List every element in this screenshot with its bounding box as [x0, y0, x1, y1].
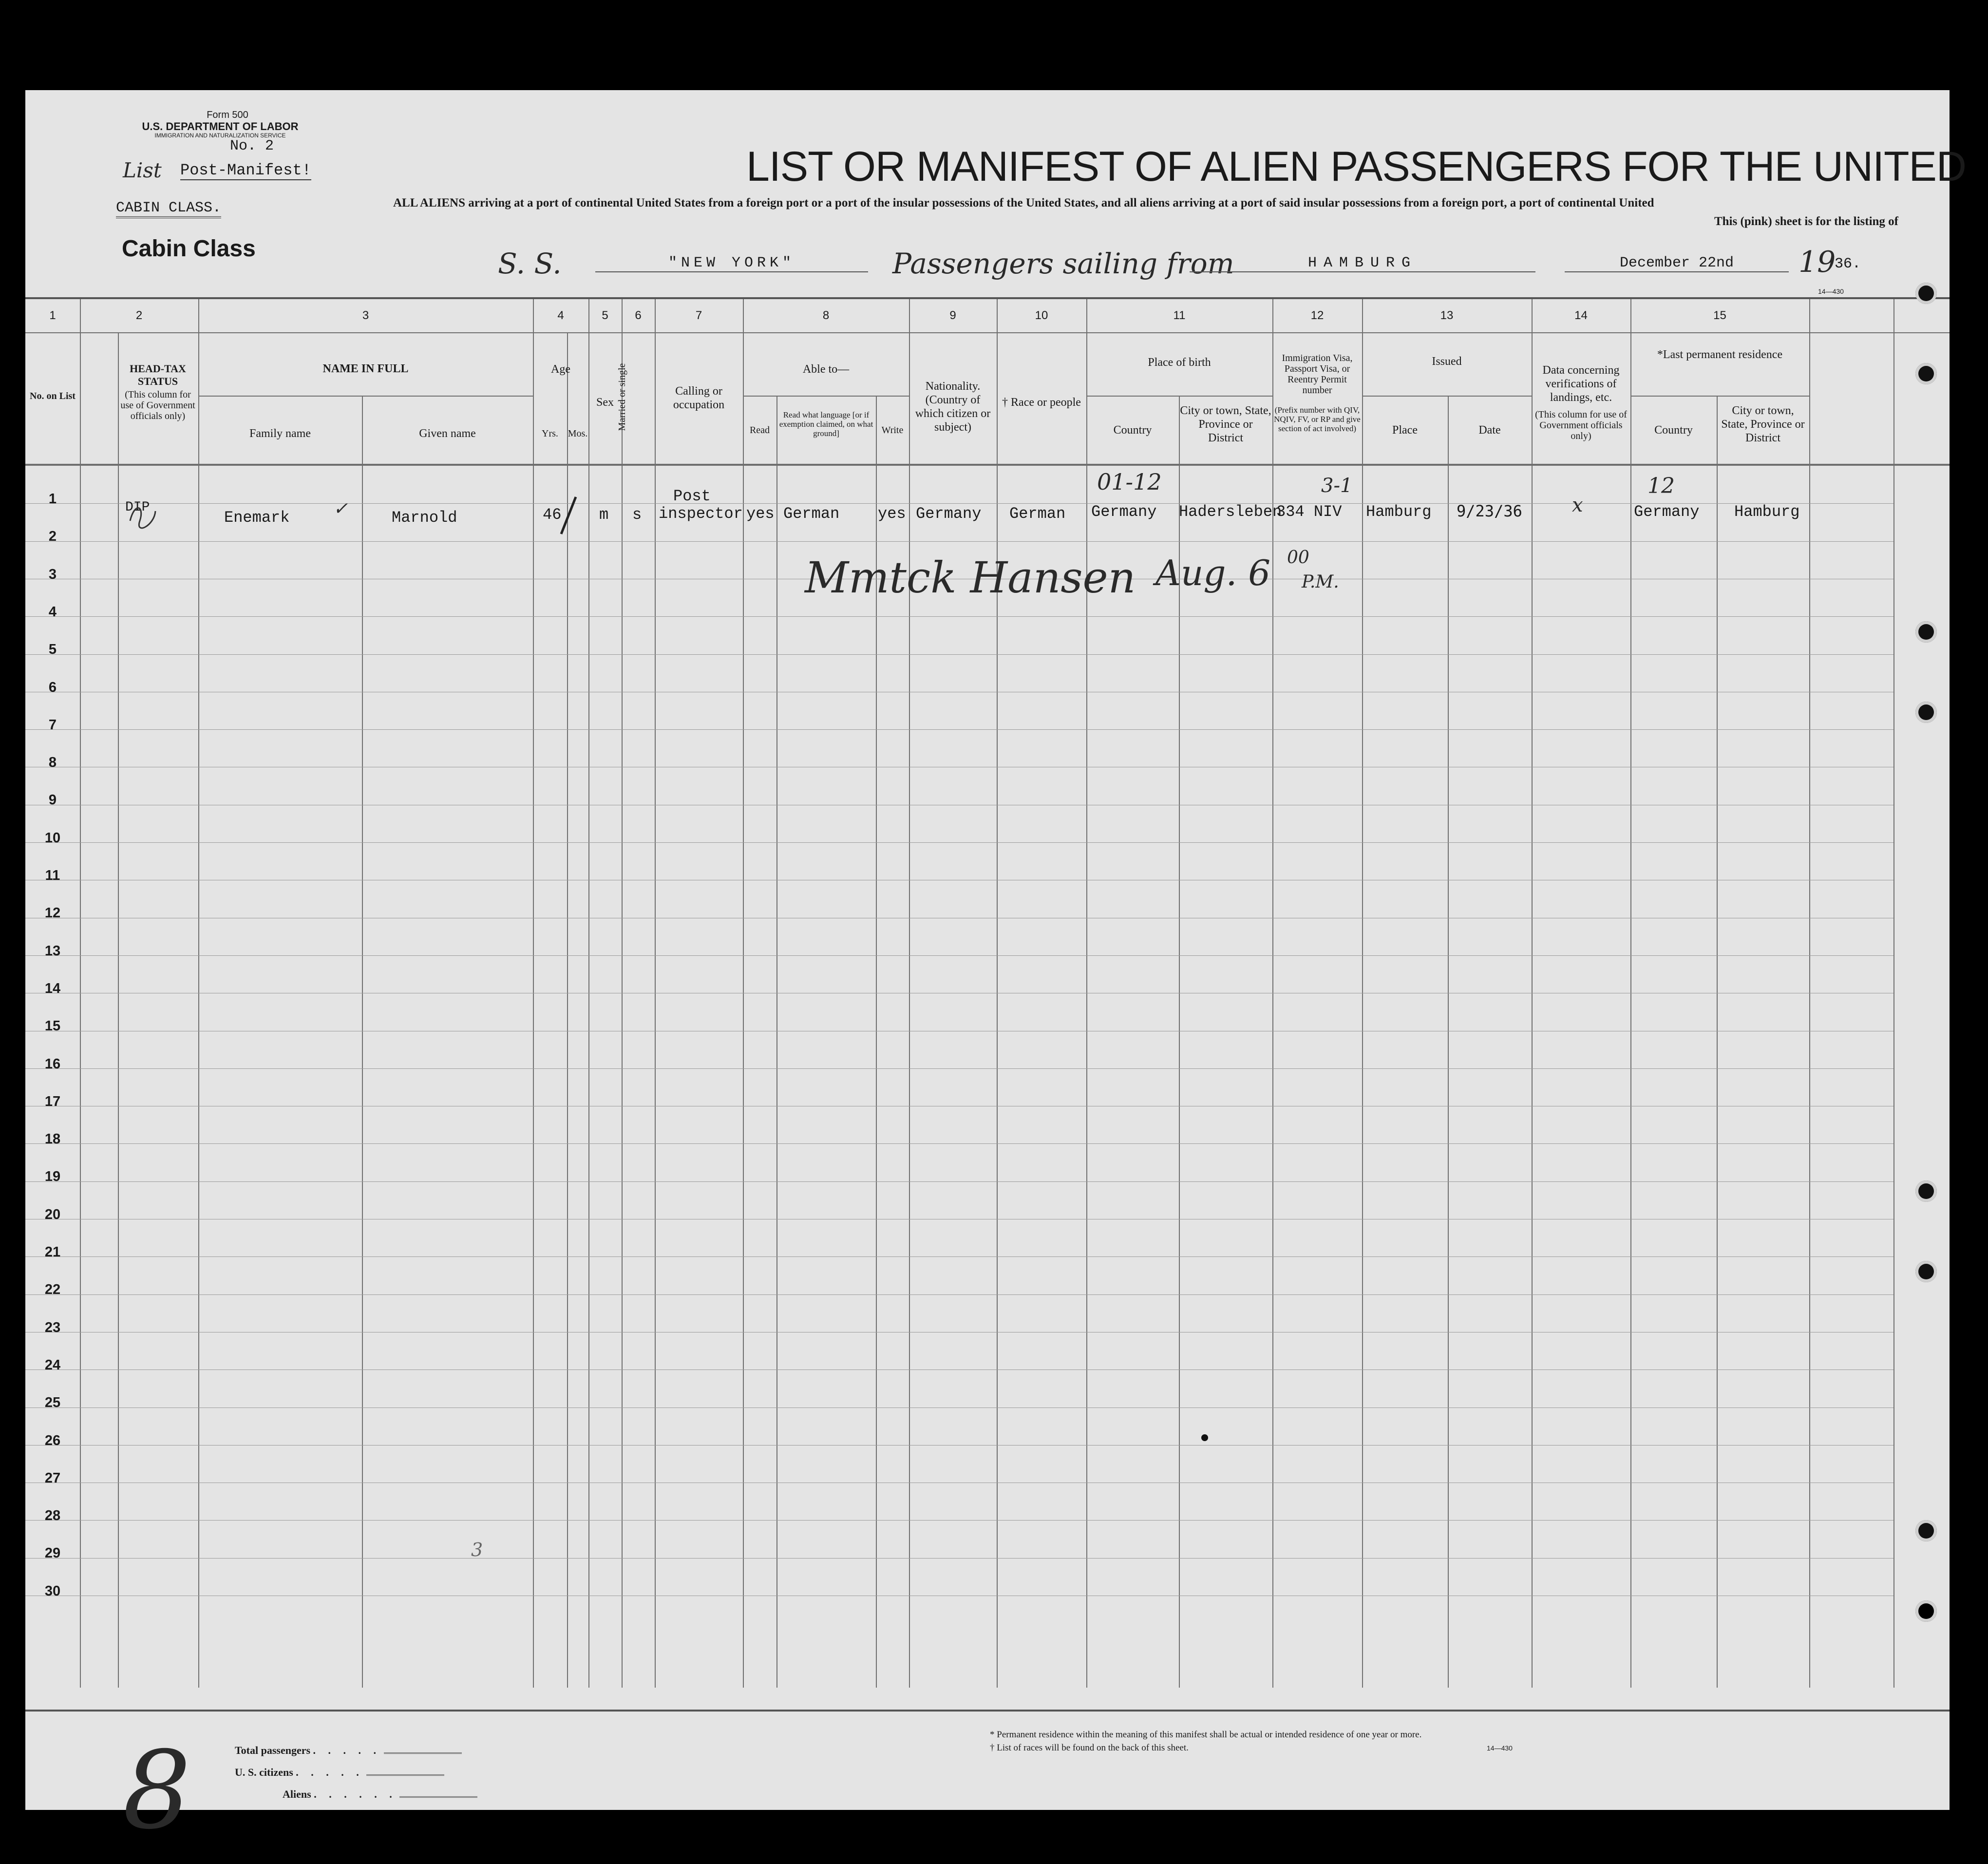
row-number: 10 — [44, 830, 61, 846]
row-number: 24 — [44, 1357, 61, 1373]
form-number: Form 500 — [207, 110, 248, 120]
table-row — [25, 654, 1893, 655]
header-head-tax-note: (This column for use of Government officials only) — [120, 389, 195, 421]
table-row — [25, 842, 1893, 843]
col-num-9: 9 — [949, 309, 956, 322]
binder-hole — [1915, 621, 1937, 643]
year-prefix: 19 — [1799, 245, 1836, 279]
col-num-10: 10 — [1035, 309, 1048, 322]
col-num-15: 15 — [1713, 309, 1726, 322]
row-number: 30 — [44, 1583, 61, 1599]
table-row — [25, 1294, 1893, 1295]
header-mos: Mos. — [568, 428, 588, 439]
list-label: List — [123, 158, 162, 182]
row-number: 18 — [44, 1131, 61, 1147]
handwritten-pm: P.M. — [1302, 572, 1339, 592]
col-num-3: 3 — [362, 309, 369, 322]
header-age: Age — [551, 363, 570, 376]
binder-hole — [1915, 1520, 1937, 1541]
table-row — [25, 503, 1893, 504]
row-number: 9 — [48, 792, 57, 808]
row-number: 6 — [48, 680, 57, 695]
header-head-tax: HEAD-TAX STATUS — [130, 362, 186, 387]
header-last-residence: *Last permanent residence — [1657, 348, 1783, 361]
footer-note-1: * Permanent residence within the meaning of this manifest shall be actual or intended residence of one year or more. — [990, 1730, 1422, 1740]
col-num-13: 13 — [1440, 309, 1454, 322]
title-subtitle-2: This (pink) sheet is for the listing of — [1714, 215, 1898, 228]
header-issued: Issued — [1432, 355, 1462, 368]
entry-birth-country: Germany — [1091, 503, 1157, 521]
table-row — [25, 1181, 1893, 1182]
header-write: Write — [881, 425, 904, 436]
entry-issued-place: Hamburg — [1366, 503, 1432, 521]
port-name: HAMBURG — [1190, 255, 1535, 272]
header-name-in-full: NAME IN FULL — [322, 362, 409, 375]
header-read-what: Read what language [or if exemption claimed, on what ground] — [779, 410, 873, 438]
row-number: 3 — [48, 567, 57, 582]
col-num-14: 14 — [1574, 309, 1588, 322]
manifest-rows — [25, 466, 1893, 1688]
col-num-4: 4 — [557, 309, 564, 322]
manifest-table — [25, 297, 1950, 1712]
entry-issued-date: 9/23/36 — [1457, 502, 1522, 520]
col-num-7: 7 — [695, 309, 702, 322]
sailing-date: December 22nd — [1565, 255, 1789, 272]
margin-mark: 3 — [471, 1539, 483, 1560]
age-slash-mark — [542, 494, 586, 538]
cabin-class-heading: Cabin Class — [122, 236, 256, 262]
table-row — [25, 1445, 1893, 1446]
corner-code: 14—430 — [1818, 287, 1844, 295]
entry-family-name: Enemark — [224, 509, 290, 527]
row-number: 11 — [45, 868, 60, 883]
table-row — [25, 541, 1893, 542]
row-number: 16 — [44, 1056, 61, 1072]
table-row — [25, 1143, 1893, 1144]
footer-note-2: † List of races will be found on the back of this sheet. — [990, 1743, 1189, 1753]
row-number: 1 — [48, 491, 57, 507]
entry-birth-city: Hadersleben — [1179, 503, 1282, 521]
sailing-label: Passengers sailing from — [892, 247, 1234, 280]
row-number: 28 — [44, 1508, 61, 1523]
row-number: 25 — [44, 1395, 61, 1410]
row-number: 5 — [48, 642, 57, 657]
manifest-sheet — [25, 90, 1967, 1853]
col-num-2: 2 — [135, 309, 143, 322]
entry-birth-note: 01-12 — [1097, 469, 1162, 495]
row-number: 14 — [44, 981, 61, 996]
header-data-note: (This column for use of Government officials only) — [1535, 409, 1627, 441]
row-number: 4 — [48, 604, 57, 620]
table-row — [25, 1369, 1893, 1370]
header-calling: Calling or occupation — [673, 385, 725, 411]
row-number: 22 — [44, 1282, 61, 1297]
col-num-5: 5 — [602, 309, 608, 322]
entry-race: German — [1009, 505, 1066, 523]
entry-calling-2: inspector — [659, 505, 743, 523]
footer-us-citizens: U. S. citizens . . . . . — [235, 1766, 444, 1779]
col-num-8: 8 — [822, 309, 830, 322]
entry-calling-1: Post — [673, 487, 711, 505]
handwritten-note-sup: 00 — [1287, 548, 1309, 568]
binder-hole — [1915, 363, 1937, 384]
row-number: 12 — [44, 905, 61, 921]
header-birth-city: City or town, State, Province or District — [1180, 404, 1271, 444]
row-number: 15 — [44, 1018, 61, 1034]
row-number: 20 — [44, 1207, 61, 1222]
ship-name: "NEW YORK" — [595, 255, 868, 272]
entry-res-city: Hamburg — [1734, 503, 1800, 521]
header-place-of-birth: Place of birth — [1148, 356, 1211, 369]
table-row — [25, 1068, 1893, 1069]
entry-married: s — [632, 506, 642, 524]
department-label: U.S. DEPARTMENT OF LABOR — [142, 120, 299, 133]
header-res-city: City or town, State, Province or District — [1721, 404, 1805, 444]
table-row — [25, 616, 1893, 617]
header-visa: Immigration Visa, Passport Visa, or Reentry Permit number — [1282, 353, 1353, 396]
header-sex: Sex — [596, 396, 614, 409]
table-row — [25, 1256, 1893, 1257]
title-subtitle: ALL ALIENS arriving at a port of continental United States from a foreign port or a port of the insular possessions of the United States, and all aliens arriving at a port of said insular possessions from a foreign port, a port of continental United — [393, 196, 1654, 209]
table-row — [25, 1520, 1893, 1521]
cabin-class-typed: CABIN CLASS. — [116, 200, 221, 218]
entry-visa: 334 NIV — [1276, 503, 1342, 521]
col-num-11: 11 — [1173, 309, 1186, 322]
header-issued-date: Date — [1478, 424, 1501, 437]
header-res-country: Country — [1654, 424, 1693, 437]
row-number: 17 — [44, 1094, 61, 1109]
signature: Mmtck Hansen — [805, 552, 1136, 603]
header-given-name: Given name — [419, 427, 476, 440]
row-number: 13 — [44, 943, 61, 959]
header-data-concerning: Data concerning verifications of landings, etc. — [1542, 364, 1620, 404]
footer-aliens: Aliens . . . . . . — [283, 1788, 477, 1801]
header-race: † Race or people — [1002, 396, 1081, 409]
entry-nationality: Germany — [916, 505, 982, 523]
handwritten-note: Aug. 6 — [1155, 552, 1271, 593]
entry-given-name: Marnold — [392, 509, 457, 527]
binder-hole — [1915, 1600, 1937, 1622]
row-number: 21 — [44, 1244, 61, 1260]
header-issued-place: Place — [1392, 424, 1418, 437]
entry-sex: m — [599, 506, 609, 524]
entry-data-mark: x — [1572, 494, 1583, 516]
header-no-on-list: No. on List — [30, 391, 76, 401]
entry-res-note: 12 — [1647, 474, 1675, 498]
binder-hole — [1915, 702, 1937, 723]
header-birth-country: Country — [1113, 424, 1152, 437]
header-read: Read — [749, 425, 770, 436]
header-able-to: Able to— — [802, 363, 850, 376]
bottom-mark: 8 — [123, 1728, 191, 1853]
header-yrs: Yrs. — [542, 428, 558, 439]
entry-res-country: Germany — [1634, 503, 1700, 521]
list-number: No. 2 — [230, 138, 274, 154]
header-married: Married or single — [617, 363, 627, 431]
row-number: 7 — [48, 717, 57, 733]
entry-language: German — [783, 505, 840, 523]
binder-hole — [1915, 1261, 1937, 1282]
binder-hole — [1915, 283, 1937, 304]
table-row — [25, 729, 1893, 730]
footer-total-passengers: Total passengers . . . . . — [235, 1744, 462, 1757]
margin-scribble — [125, 492, 159, 531]
row-number: 27 — [44, 1470, 61, 1486]
row-number: 2 — [48, 529, 57, 544]
ss-label: S. S. — [498, 247, 562, 280]
binder-hole — [1915, 1180, 1937, 1202]
header-visa-note: (Prefix number with QIV, NQIV, FV, or RP and give section of act involved) — [1274, 405, 1361, 433]
service-label: IMMIGRATION AND NATURALIZATION SERVICE — [154, 132, 286, 139]
row-number: 29 — [44, 1545, 61, 1561]
col-num-1: 1 — [49, 309, 56, 322]
list-value: Post-Manifest! — [180, 161, 311, 179]
footer-code: 14—430 — [1487, 1744, 1513, 1752]
row-number: 23 — [44, 1320, 61, 1335]
row-number: 8 — [48, 755, 57, 770]
year-suffix: 36. — [1835, 256, 1861, 272]
col-num-6: 6 — [635, 309, 642, 322]
entry-head-tax: DIP — [125, 500, 150, 515]
table-row — [25, 955, 1893, 956]
row-number: 19 — [44, 1169, 61, 1184]
header-family-name: Family name — [249, 427, 311, 440]
ink-dot — [1201, 1434, 1208, 1441]
entry-read: yes — [746, 505, 775, 523]
row-number: 26 — [44, 1433, 61, 1448]
header-nationality: Nationality. (Country of which citizen or subject) — [915, 380, 991, 434]
entry-check: ✓ — [333, 499, 348, 519]
entry-visa-note: 3-1 — [1321, 475, 1353, 497]
page-title: LIST OR MANIFEST OF ALIEN PASSENGERS FOR THE UNITED — [746, 143, 1967, 190]
table-row — [25, 1558, 1893, 1559]
col-num-12: 12 — [1310, 309, 1324, 322]
entry-age-yrs: 46 — [543, 506, 562, 524]
entry-write: yes — [878, 505, 906, 523]
